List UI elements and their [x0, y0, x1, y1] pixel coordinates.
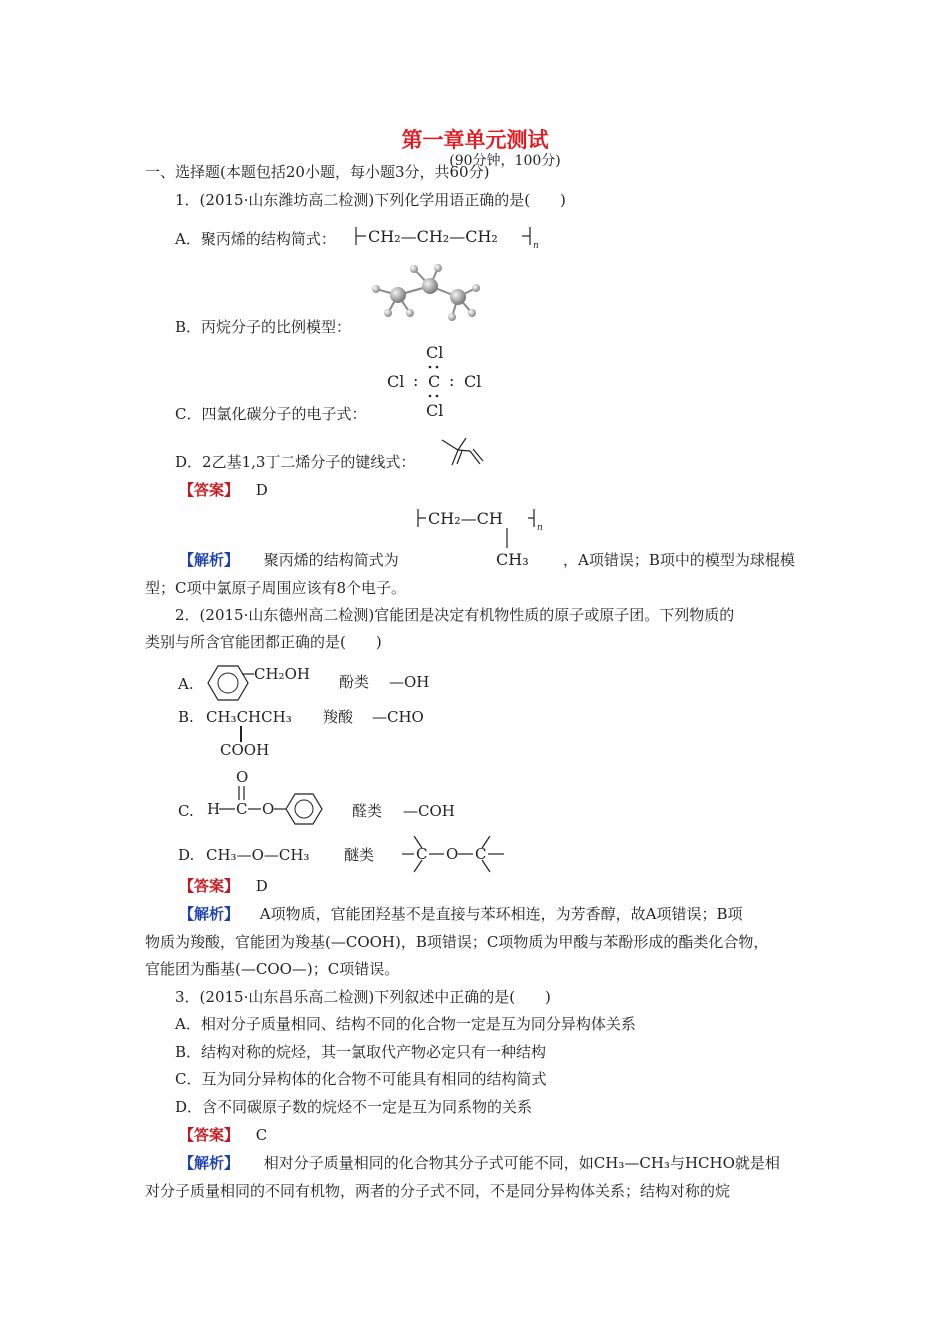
- q2-b-label: B.: [178, 708, 194, 726]
- q1-answer: D: [255, 481, 268, 499]
- q2-analysis-tag: 【解析】: [179, 905, 240, 923]
- q3-answer-tag: 【答案】: [179, 1126, 240, 1144]
- q3-option-a: A．相对分子质量相同、结构不同的化合物一定是互为同分异构体关系: [175, 1015, 636, 1033]
- q1-answer-tag: 【答案】: [179, 481, 240, 499]
- q2-c-o-top: O: [236, 768, 249, 786]
- q2-a-group: CH₂OH: [254, 665, 310, 683]
- q1-analysis-tag: 【解析】: [179, 551, 240, 569]
- q2-a-class: 酚类: [339, 673, 370, 691]
- q2-b-func: —CHO: [372, 708, 424, 726]
- q2-c-func: —COH: [403, 802, 455, 820]
- q3-analysis-tag: 【解析】: [179, 1154, 240, 1172]
- q2-analysis-line3: 官能团为酯基(—COO—)；C项错误。: [145, 960, 400, 978]
- q2-c-h: H: [207, 800, 221, 818]
- pp-main-text: CH₂—CH: [428, 509, 503, 528]
- q2-a-label: A.: [178, 675, 194, 693]
- q2-stem-line1: 2．(2015·山东德州高二检测)官能团是决定有机物性质的原子或原子团。下列物质的: [175, 606, 735, 624]
- q2-c-o: O: [262, 800, 275, 818]
- q3-option-d: D．含不同碳原子数的烷烃不一定是互为同系物的关系: [175, 1098, 533, 1116]
- q2-d-o: O: [446, 845, 459, 863]
- ef-c: C: [428, 372, 441, 391]
- q2-d-formula: CH₃—O—CH₃: [206, 846, 310, 864]
- butadiene-bond-line-formula: [436, 434, 486, 468]
- q2-analysis-line2: 物质为羧酸，官能团为羧基(—COOH)，B项错误；C项物质为甲酸与苯酚形成的酯类化合物，: [145, 933, 769, 951]
- ef-sep-left: :: [413, 371, 419, 390]
- ef-sep-right: :: [449, 371, 455, 390]
- polypropylene-formula: [416, 503, 556, 569]
- q3-answer: C: [255, 1126, 268, 1144]
- q2-b-class: 羧酸: [323, 708, 354, 726]
- ef-cl-right: Cl: [464, 372, 482, 391]
- q2-d-label: D.: [178, 846, 195, 864]
- q2-answer: D: [255, 877, 268, 895]
- page-subtitle: (90分钟，100分): [449, 153, 561, 169]
- q1-option-a-formula: [354, 221, 544, 251]
- q3-analysis-line2: 对分子质量相同的不同有机物，两者的分子式不同，不是同分异构体关系；结构对称的烷: [145, 1182, 731, 1200]
- q2-answer-tag: 【答案】: [179, 877, 240, 895]
- phenyl-formate-structure: [204, 766, 334, 826]
- section-heading: 一、选择题(本题包括20小题，每小题3分，共60分): [145, 163, 490, 181]
- ef-cl-left: Cl: [387, 372, 405, 391]
- q1-stem: 1．(2015·山东潍坊高二检测)下列化学用语正确的是( ): [175, 191, 566, 209]
- q1-option-b: B．丙烷分子的比例模型：: [175, 318, 352, 336]
- q1-a-subscript: n: [533, 241, 539, 251]
- q2-d-c2: C: [475, 845, 487, 863]
- q1-analysis-suffix: ，A项错误；B项中的模型为球棍模: [563, 551, 795, 569]
- q1-option-a: A．聚丙烯的结构简式：: [175, 230, 336, 248]
- ccl4-electron-formula: [384, 340, 494, 422]
- q3-option-b: B．结构对称的烷烃，其一氯取代产物必定只有一种结构: [175, 1043, 547, 1061]
- q2-b-formula: CH₃CHCH₃: [206, 708, 292, 726]
- q3-analysis-line1: 相对分子质量相同的化合物其分子式可能不同，如CH₃—CH₃与HCHO就是相: [263, 1154, 780, 1172]
- pp-subscript: n: [537, 523, 543, 533]
- q2-stem-line2: 类别与所含官能团都正确的是( ): [145, 633, 382, 651]
- ether-group-structure: [400, 832, 508, 876]
- q2-c-class: 醛类: [352, 802, 383, 820]
- ef-cl-bottom: Cl: [426, 401, 444, 420]
- q3-option-c: C．互为同分异构体的化合物不可能具有相同的结构简式: [175, 1070, 547, 1088]
- q2-c-c: C: [236, 800, 248, 818]
- q1-option-c: C．四氯化碳分子的电子式：: [175, 405, 367, 423]
- q2-b-branch: COOH: [220, 741, 270, 759]
- ef-cl-top: Cl: [426, 343, 444, 362]
- q2-d-c1: C: [416, 845, 428, 863]
- q2-analysis-line1: A项物质，官能团羟基不是直接与苯环相连，为芳香醇，故A项错误；B项: [259, 905, 743, 923]
- q2-a-func: —OH: [389, 673, 430, 691]
- q1-analysis-line2: 型；C项中氯原子周围应该有8个电子。: [145, 579, 407, 597]
- q1-analysis-prefix: 聚丙烯的结构简式为: [263, 551, 399, 569]
- q3-stem: 3．(2015·山东昌乐高二检测)下列叙述中正确的是( ): [175, 988, 551, 1006]
- propane-ball-stick-model: [366, 262, 486, 324]
- pp-branch-text: CH₃: [496, 550, 529, 569]
- q2-d-class: 醚类: [344, 846, 375, 864]
- q1-option-d: D．2乙基1,3丁二烯分子的键线式：: [175, 453, 416, 471]
- page-title: 第一章单元测试: [401, 128, 549, 152]
- q2-c-label: C.: [178, 802, 194, 820]
- benzyl-alcohol-structure: [204, 660, 324, 702]
- q1-a-formula-text: CH₂—CH₂—CH₂: [368, 227, 498, 246]
